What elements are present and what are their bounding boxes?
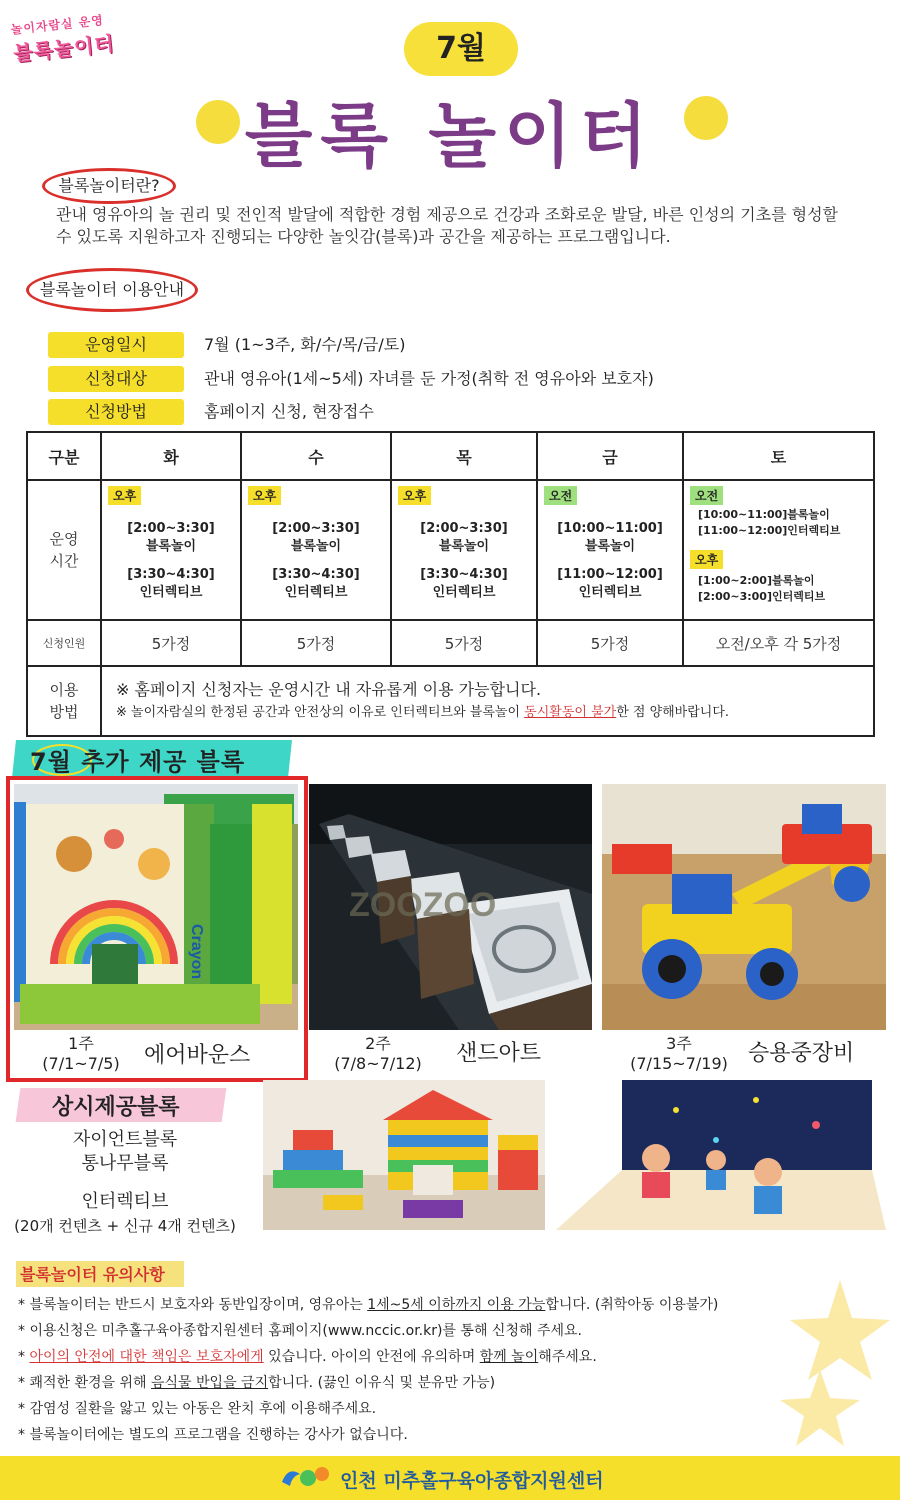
notice-line [18,1294,818,1316]
usage-emphasis: 동시활동이 불가 [524,705,617,720]
time-slot: [2:00~3:30] [272,521,360,536]
week-number: 2주 [365,1034,391,1053]
activity: 블록놀이 [290,539,342,554]
notice-text: * [18,1349,30,1365]
usage-line [116,702,873,724]
notice-title: 블록놀이터 유의사항 [20,1265,165,1284]
activity: 인터렉티브 [432,585,496,600]
row-header-line: 시간 [49,552,79,570]
program-logo [10,7,144,66]
column-header: 금 [537,432,683,480]
notice-text: 합니다. (취학아동 이용불가) [545,1297,719,1313]
table-cell: 5가정 [241,620,391,666]
am-tag: 오전 [544,486,577,505]
table-row-usage [27,666,874,736]
row-header-line: 방법 [49,703,79,721]
activity: 블록놀이 [438,539,490,554]
row-header-line: 이용 [49,681,79,699]
logo-subtitle: 놀이자람실 운영 [10,13,105,37]
week-number: 1주 [68,1034,94,1053]
column-header: 목 [391,432,537,480]
logo-title: 블록놀이터 [12,31,116,66]
time-slot: [3:30~4:30] [127,567,215,582]
list-item: 통나무블록 [81,1153,169,1174]
sand-art-photo [309,784,592,1030]
week-number: 3주 [666,1034,692,1053]
block-name-1: 에어바운스 [144,1043,251,1068]
time-slot: [11:00~12:00] [557,567,663,582]
row-header [27,480,101,620]
table-row-time [27,480,874,620]
usage-text: 한 점 양해바랍니다. [616,705,730,720]
time-slot: [2:00~3:30] [127,521,215,536]
column-header: 구분 [27,432,101,480]
activity: 블록놀이 [584,539,636,554]
row-header-line: 운영 [49,530,79,548]
pm-tag: 오후 [690,550,723,569]
column-header: 토 [683,432,874,480]
table-cell: 5가정 [101,620,241,666]
week-label-2 [328,1034,428,1074]
time-slot: [1:00~2:00]블록놀이 [698,574,815,587]
pm-tag: 오후 [108,486,141,505]
time-slot: [3:30~4:30] [272,567,360,582]
week-label-1 [36,1034,126,1074]
table-cell-saturday [683,480,874,620]
notice-text: 있습니다. 아이의 안전에 유의하며 [263,1349,480,1365]
interactive-photo [556,1080,886,1230]
air-bounce-photo [14,784,298,1030]
list-item: 인터렉티브 [81,1191,169,1212]
giant-blocks-photo [263,1080,545,1230]
info-value: 관내 영유아(1세~5세) 자녀를 둔 가정(취학 전 영유아와 보호자) [204,369,654,388]
info-tag: 운영일시 [48,332,184,358]
notice-emphasis: 음식물 반입을 금지 [151,1375,269,1391]
notice-text: 해주세요. [538,1349,597,1365]
notice-line: * 이용신청은 미추홀구육아종합지원센터 홈페이지(www.nccic.or.kr)를 통해 신청해 주세요. [18,1323,582,1339]
time-slot: [10:00~11:00]블록놀이 [698,508,830,521]
column-header: 화 [101,432,241,480]
list-item-note: (20개 컨텐츠 + 신규 4개 컨텐츠) [14,1217,236,1235]
guide-heading: 블록놀이터 이용안내 [26,268,198,312]
table-cell: 오전/오후 각 5가정 [683,620,874,666]
star-decoration [780,1280,890,1450]
notice-emphasis: 1세~5세 이하까지 이용 가능 [367,1297,546,1313]
block-name-2: 샌드아트 [456,1041,542,1066]
activity: 인터렉티브 [578,585,642,600]
notice-text: * 블록놀이터는 반드시 보호자와 동반입장이며, 영유아는 [18,1297,368,1313]
notice-line: * 블록놀이터에는 별도의 프로그램을 진행하는 강사가 없습니다. [18,1427,408,1443]
table-header-row [27,432,874,480]
list-item: 자이언트블록 [72,1129,178,1150]
watermark-text: ZOOZOO [349,886,497,924]
am-tag: 오전 [690,486,723,505]
row-header [27,666,101,736]
month-badge: 7월 [404,22,518,76]
crayon-text: Crayon [188,924,205,980]
usage-cell [101,666,874,736]
table-cell: 5가정 [537,620,683,666]
pm-tag: 오후 [398,486,431,505]
week-label-3 [624,1034,734,1074]
column-header: 수 [241,432,391,480]
page-title: 블록 놀이터 [244,95,656,177]
time-slot: [10:00~11:00] [557,521,663,536]
footer-org-name: 인천 미추홀구육아종합지원센터 [340,1470,604,1492]
activity: 인터렉티브 [284,585,348,600]
activity: 인터렉티브 [139,585,203,600]
time-slot: [2:00~3:00]인터렉티브 [698,590,826,603]
notice-line: * 감염성 질환을 앓고 있는 아동은 완치 후에 이용해주세요. [18,1401,377,1417]
notice-text: * 쾌적한 환경을 위해 [18,1375,151,1391]
usage-text: ※ 놀이자람실의 한정된 공간과 안전상의 이유로 인터렉티브와 블록놀이 [116,705,525,720]
notice-text: 합니다. (끓인 이유식 및 분유만 가능) [268,1375,496,1391]
table-row-capacity [27,620,874,666]
extra-blocks-title: 7월 추가 제공 블록 [30,748,246,776]
schedule-table [26,431,875,737]
notice-line [18,1346,818,1368]
time-slot: [2:00~3:30] [420,521,508,536]
info-value: 홈페이지 신청, 현장접수 [204,402,374,421]
center-logo-icon [278,1462,334,1492]
row-header: 신청인원 [27,620,101,666]
ride-on-excavators-photo [602,784,886,1030]
table-cell: 5가정 [391,620,537,666]
table-cell [101,480,241,620]
permanent-blocks-list [0,1128,250,1238]
time-slot: [3:30~4:30] [420,567,508,582]
info-value: 7월 (1~3주, 화/수/목/금/토) [204,335,406,354]
permanent-blocks-title: 상시제공블록 [52,1095,180,1120]
week-dates: (7/1~7/5) [42,1054,120,1073]
activity: 블록놀이 [145,539,197,554]
time-slot: [11:00~12:00]인터렉티브 [698,524,841,537]
notice-emphasis: 아이의 안전에 대한 책임은 보호자에게 [29,1349,264,1365]
intro-text: 관내 영유아의 놀 권리 및 전인적 발달에 적합한 경험 제공으로 건강과 조화로운 발달, 바른 인성의 기초를 형성할 수 있도록 지원하고자 진행되는 다양한 놀잇감(블록)과 공간을 제공하는 프로그램입니다. [56,205,838,246]
block-name-3: 승용중장비 [748,1041,855,1066]
info-tag: 신청대상 [48,366,184,392]
table-cell [537,480,683,620]
notice-line [18,1372,818,1394]
info-tag: 신청방법 [48,399,184,425]
pm-tag: 오후 [248,486,281,505]
table-cell [241,480,391,620]
usage-line: ※ 홈페이지 신청자는 운영시간 내 자유롭게 이용 가능합니다. [116,680,542,699]
week-dates: (7/8~7/12) [334,1054,422,1073]
notice-emphasis: 함께 놀이 [479,1349,539,1365]
week-dates: (7/15~7/19) [630,1054,728,1073]
table-cell [391,480,537,620]
intro-heading: 블록놀이터란? [42,168,176,204]
